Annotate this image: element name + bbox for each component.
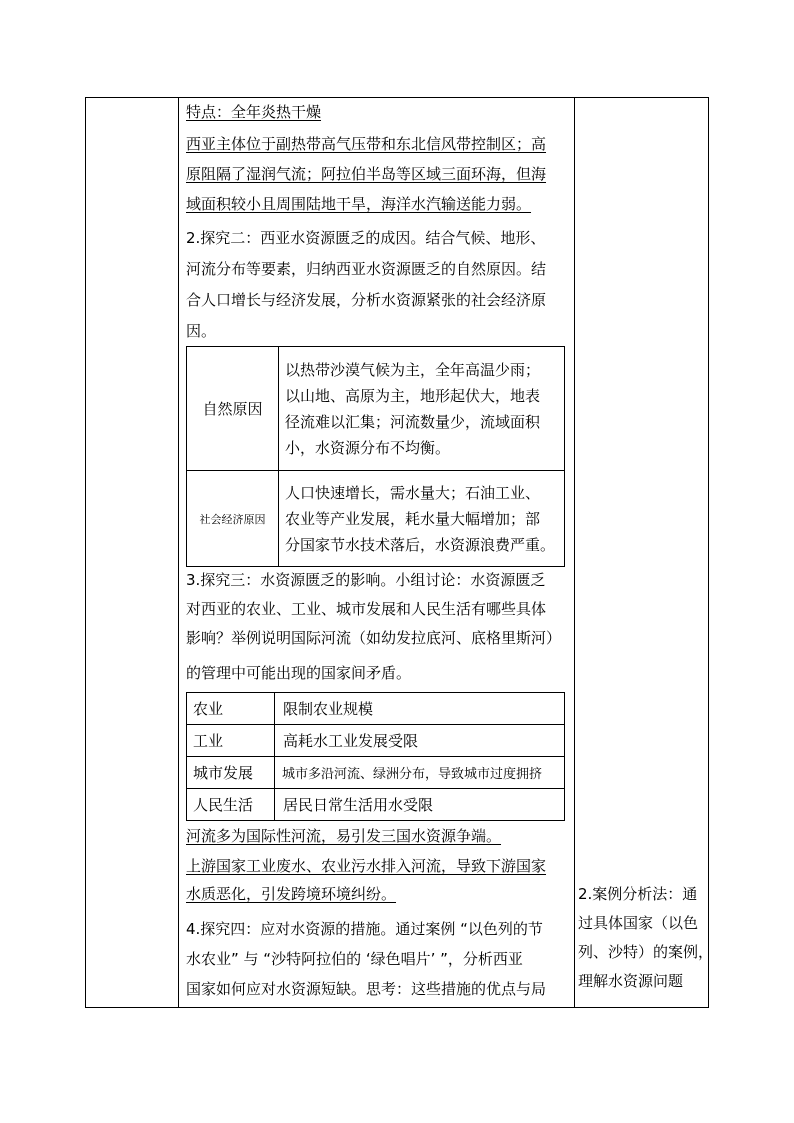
natural-causes-line: 以山地、高原为主，地形起伏大，地表 [285, 386, 541, 405]
column-divider-right [574, 98, 575, 1007]
impact-table [186, 692, 565, 821]
explore3-line-1: 3.探究三：水资源匮乏的影响。小组讨论：水资源匮乏 [186, 571, 546, 589]
impact-row [187, 693, 565, 725]
reason-line-1: 西亚主体位于副热带高气压带和东北信风带控制区；高 [186, 135, 547, 153]
explore2-line-2: 河流分布等要素，归纳西亚水资源匮乏的自然原因。结 [186, 260, 547, 278]
feature-line: 特点：全年炎热干燥 [186, 103, 322, 121]
impact-row [187, 757, 565, 789]
natural-causes-line: 小，水资源分布不均衡。 [285, 438, 451, 457]
explore2-line-3: 合人口增长与经济发展，分析水资源紧张的社会经济原 [186, 291, 547, 309]
explore4-line-2: 水农业” 与 “沙特阿拉伯的 ‘绿色唱片’ ”，分析西亚 [186, 950, 523, 968]
column-divider-left [178, 98, 179, 1007]
impact-category: 城市发展 [187, 757, 275, 789]
reason-line-2: 原阻隔了湿润气流；阿拉伯半岛等区域三面环海，但海 [186, 165, 547, 183]
causes-table [186, 346, 565, 567]
impact-value: 城市多沿河流、绿洲分布，导致城市过度拥挤 [275, 757, 565, 789]
explore3-line-4: 的管理中可能出现的国家间矛盾。 [186, 664, 412, 682]
natural-causes-line: 径流难以汇集；河流数量少，流域面积 [285, 412, 541, 431]
impact-row [187, 725, 565, 757]
upstream-line-2: 水质恶化，引发跨境环境纠纷。 [186, 885, 397, 903]
impact-row [187, 789, 565, 821]
social-causes-label: 社会经济原因 [187, 471, 279, 567]
natural-causes-cell [279, 347, 565, 471]
impact-category: 工业 [187, 725, 275, 757]
natural-causes-line: 以热带沙漠气候为主，全年高温少雨； [285, 360, 541, 379]
method-note-line: 理解水资源问题 [578, 972, 684, 990]
social-causes-line: 人口快速增长，需水量大；石油工业、 [285, 483, 541, 502]
impact-value: 居民日常生活用水受限 [275, 789, 565, 821]
method-note-column [578, 880, 714, 996]
method-note-line: 列、沙特）的案例， [578, 943, 714, 961]
social-causes-cell [279, 471, 565, 567]
impact-value: 限制农业规模 [275, 693, 565, 725]
reason-line-3: 域面积较小且周围陆地干旱，海洋水汽输送能力弱。 [186, 195, 532, 213]
explore3-line-3: 影响？举例说明国际河流（如幼发拉底河、底格里斯河） [186, 629, 562, 647]
explore2-line-4: 因。 [186, 322, 217, 340]
social-causes-line: 农业等产业发展，耗水量大幅增加；部 [285, 509, 541, 528]
natural-causes-label: 自然原因 [187, 347, 279, 471]
explore2-line-1: 2.探究二：西亚水资源匮乏的成因。结合气候、地形、 [186, 229, 546, 247]
method-note-line: 2.案例分析法：通 [578, 885, 698, 903]
impact-category: 人民生活 [187, 789, 275, 821]
upstream-line-1: 上游国家工业废水、农业污水排入河流，导致下游国家 [186, 857, 547, 875]
explore3-line-2: 对西亚的农业、工业、城市发展和人民生活有哪些具体 [186, 600, 547, 618]
river-dispute-line: 河流多为国际性河流，易引发三国水资源争端。 [186, 827, 502, 845]
impact-category: 农业 [187, 693, 275, 725]
method-note-line: 过具体国家（以色 [578, 914, 699, 932]
social-causes-line: 分国家节水技术落后，水资源浪费严重。 [285, 535, 556, 554]
explore4-line-1: 4.探究四：应对水资源的措施。通过案例 “以色列的节 [186, 920, 543, 938]
impact-value: 高耗水工业发展受限 [275, 725, 565, 757]
explore4-line-3: 国家如何应对水资源短缺。思考：这些措施的优点与局 [186, 980, 547, 998]
